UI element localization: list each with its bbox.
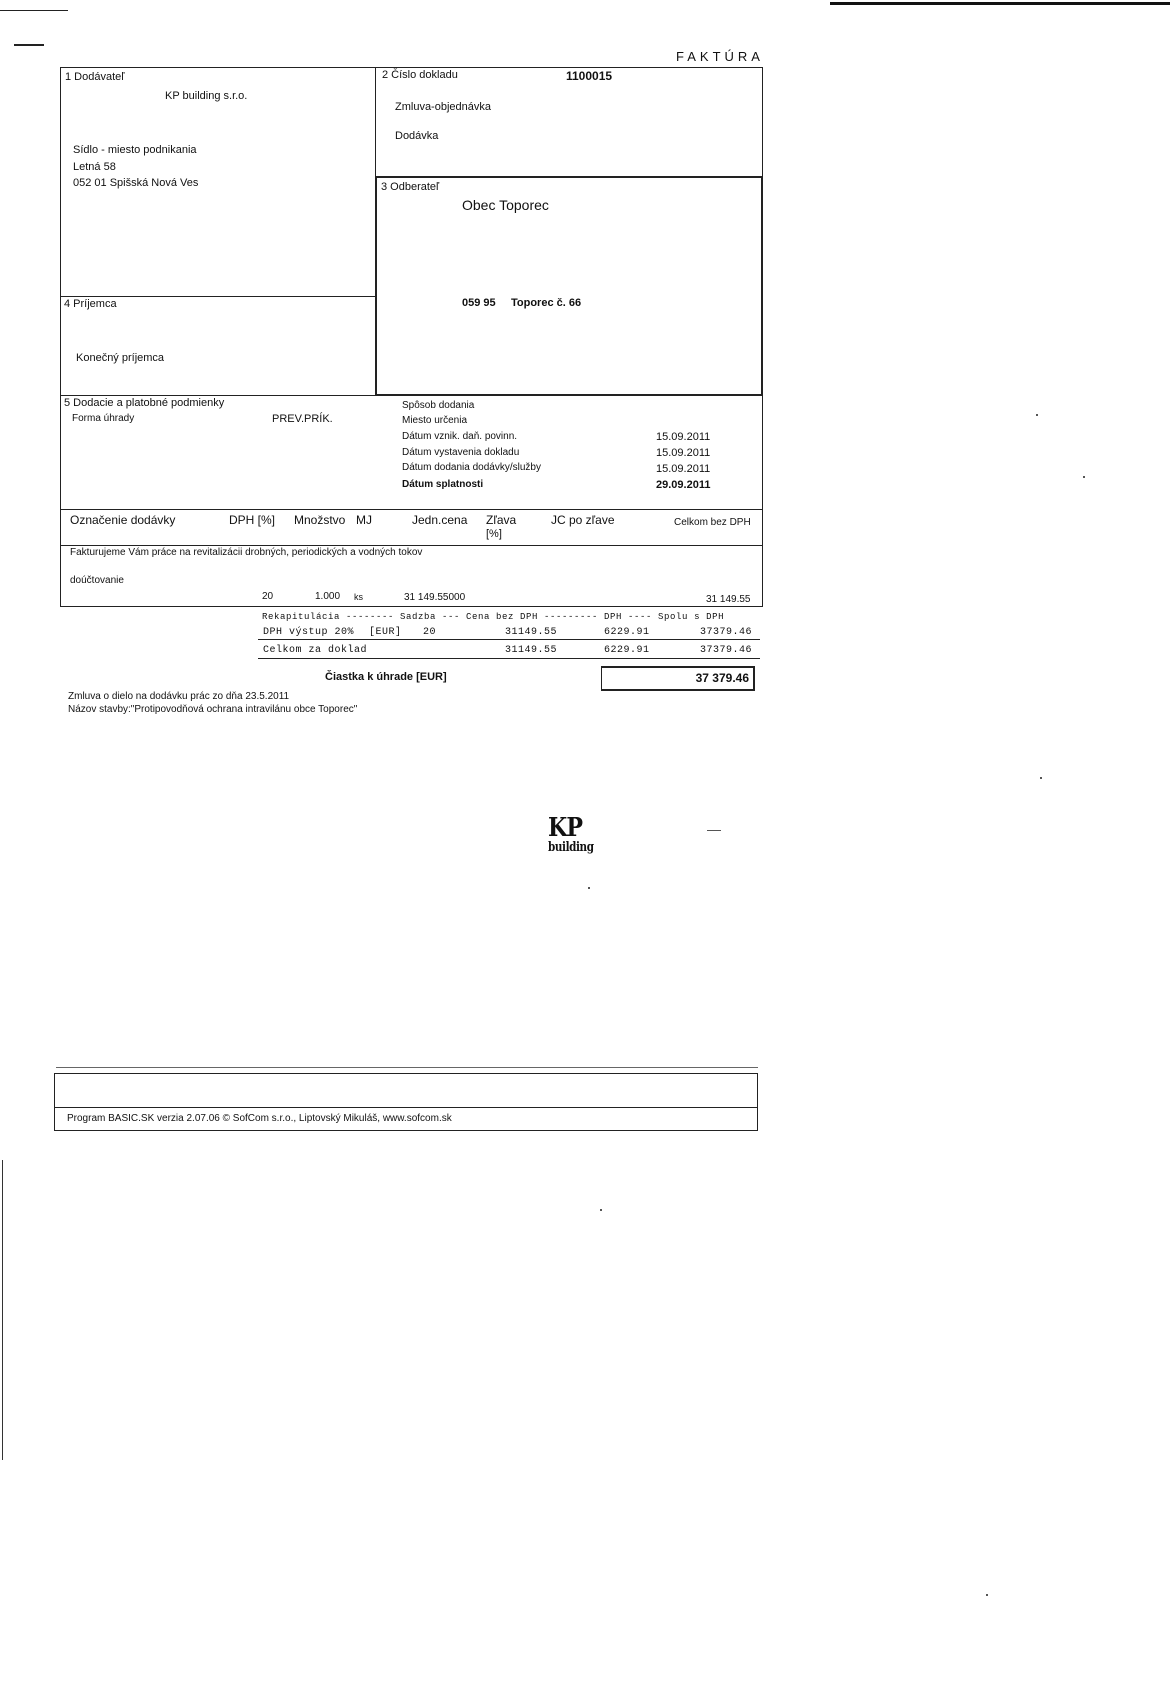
scan-speck [986, 1594, 988, 1596]
scan-edge-top-left [0, 10, 68, 11]
col-designation: Označenie dodávky [70, 513, 176, 527]
supplier-name: KP building s.r.o. [165, 90, 248, 102]
payment-form-label: Forma úhrady [72, 413, 135, 424]
kp-building-stamp [548, 815, 608, 865]
recap-header: Rekapitulácia -------- Sadzba --- Cena bez DPH --------- DPH ---- Spolu s DPH [262, 612, 725, 622]
col-vat: DPH [%] [229, 513, 276, 527]
stamp-line2: building [548, 840, 594, 855]
recap-total-vat: 6229.91 [604, 645, 650, 656]
scan-speck [600, 1209, 602, 1211]
scan-edge-left [2, 1160, 3, 1460]
recipient-box [60, 296, 376, 396]
scan-edge-top-right [830, 2, 1170, 5]
recap-row-vat: 6229.91 [604, 627, 650, 638]
customer-label: 3 Odberateľ [381, 181, 440, 193]
recap-row-total: 37379.46 [700, 627, 753, 638]
contract-label: Zmluva-objednávka [395, 101, 491, 113]
recap-row-base: 31149.55 [505, 627, 558, 638]
invoice-title: FAKTÚRA [676, 49, 764, 64]
footer-program-info: Program BASIC.SK verzia 2.07.06 © SofCom s.r.o., Liptovský Mikuláš, www.sofcom.sk [67, 1113, 452, 1124]
item-unit-price: 31 149.55000 [404, 592, 466, 603]
document-number-label: 2 Číslo dokladu [382, 69, 458, 81]
delivery-label: Dodávka [395, 130, 439, 142]
footer-top-line [56, 1067, 758, 1068]
customer-name: Obec Toporec [462, 197, 549, 213]
item-note: doúčtovanie [70, 575, 124, 586]
item-total: 31 149.55 [706, 594, 751, 605]
scan-speck [1083, 476, 1085, 478]
recipient-label: 4 Príjemca [64, 298, 117, 310]
note-contract: Zmluva o dielo na dodávku prác zo dňa 23.5.2011 [68, 691, 290, 702]
terms-row-label: Dátum splatnosti [402, 479, 484, 490]
customer-address: Toporec č. 66 [511, 297, 582, 309]
terms-row-label: Dátum vznik. daň. povinn. [402, 431, 518, 442]
supplier-label: 1 Dodávateľ [65, 71, 125, 83]
col-discount: Zľava [486, 513, 517, 527]
terms-row-label: Spôsob dodania [402, 400, 475, 411]
footer-divider [54, 1107, 758, 1108]
recap-row-currency: [EUR] [369, 627, 402, 638]
recap-total-base: 31149.55 [505, 645, 558, 656]
terms-row-value: 15.09.2011 [656, 447, 711, 459]
terms-row-value: 15.09.2011 [656, 463, 711, 475]
note-project: Názov stavby:"Protipovodňová ochrana intravilánu obce Toporec" [68, 704, 358, 715]
col-unit-price: Jedn.cena [412, 513, 468, 527]
terms-row-label: Dátum vystavenia dokladu [402, 447, 520, 458]
item-qty: 1.000 [315, 591, 341, 602]
col-total-no-vat: Celkom bez DPH [674, 517, 751, 528]
terms-row-value: 29.09.2011 [656, 479, 711, 491]
col-qty: Množstvo [294, 513, 346, 527]
scan-speck [588, 887, 590, 889]
document-number: 1100015 [566, 69, 613, 83]
recipient-value: Konečný príjemca [76, 352, 165, 364]
scan-speck [1040, 777, 1042, 779]
col-price-after: JC po zľave [551, 513, 615, 527]
terms-label: 5 Dodacie a platobné podmienky [64, 397, 225, 409]
supplier-city: 052 01 Spišská Nová Ves [73, 177, 199, 189]
amount-due-label: Čiastka k úhrade [EUR] [325, 671, 447, 683]
supplier-seat-label: Sídlo - miesto podnikania [73, 144, 197, 156]
stamp-line1: KP [548, 813, 583, 843]
terms-row-label: Dátum dodania dodávky/služby [402, 462, 541, 473]
supplier-street: Letná 58 [73, 161, 116, 173]
scan-speck [707, 830, 721, 831]
recap-divider [258, 639, 760, 640]
customer-zip: 059 95 [462, 297, 496, 309]
document-box [375, 67, 763, 177]
item-description: Fakturujeme Vám práce na revitalizácii drobných, periodických a vodných tokov [70, 547, 423, 558]
item-unit: ks [354, 592, 363, 602]
recap-divider-bottom [258, 658, 760, 659]
col-discount-unit: [%] [486, 528, 502, 540]
recap-total-label: Celkom za doklad [263, 645, 368, 656]
recap-row-rate: 20 [423, 627, 437, 638]
recap-row-label: DPH výstup 20% [263, 627, 355, 638]
amount-due-value: 37 379.46 [695, 671, 749, 685]
scan-speck [1036, 414, 1038, 416]
recap-total-total: 37379.46 [700, 645, 753, 656]
scan-mark [14, 44, 44, 46]
payment-form-value: PREV.PRÍK. [272, 413, 333, 425]
col-unit: MJ [356, 513, 372, 527]
terms-row-value: 15.09.2011 [656, 431, 711, 443]
terms-row-label: Miesto určenia [402, 415, 468, 426]
item-vat: 20 [262, 591, 274, 602]
customer-box [375, 176, 763, 396]
